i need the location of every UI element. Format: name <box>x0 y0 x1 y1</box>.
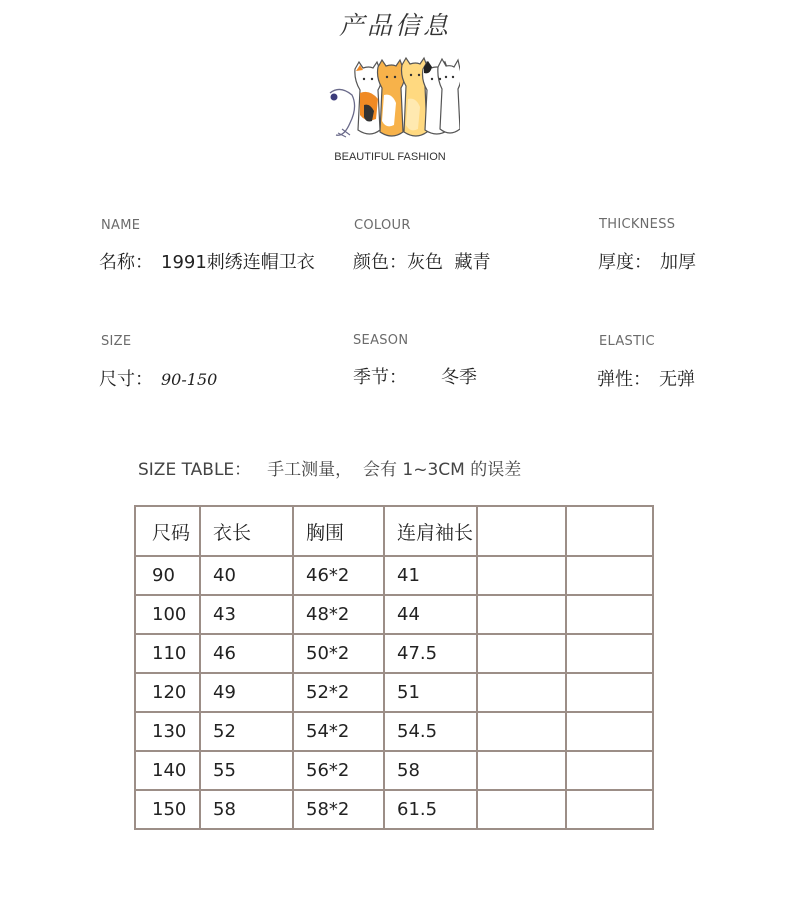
table-cell <box>477 595 566 634</box>
table-cell: 48*2 <box>293 595 384 634</box>
table-cell: 110 <box>135 634 200 673</box>
thickness-en-label: THICKNESS <box>599 217 676 232</box>
colour-value: 灰色 藏青 <box>407 252 491 273</box>
table-cell: 52 <box>200 712 293 751</box>
table-cell: 46*2 <box>293 556 384 595</box>
table-cell <box>477 751 566 790</box>
table-row <box>135 673 653 712</box>
table-header-cell <box>566 506 653 556</box>
table-cell: 49 <box>200 673 293 712</box>
size-field <box>99 365 217 391</box>
table-cell: 44 <box>384 595 477 634</box>
table-cell: 47.5 <box>384 634 477 673</box>
table-cell: 55 <box>200 751 293 790</box>
table-row <box>135 790 653 829</box>
table-cell: 100 <box>135 595 200 634</box>
size-value: 90-150 <box>161 370 218 389</box>
size-table-title: SIZE TABLE： <box>138 460 252 480</box>
table-cell <box>566 634 653 673</box>
size-table-heading <box>138 455 521 480</box>
table-cell: 50*2 <box>293 634 384 673</box>
name-field <box>99 248 315 274</box>
table-cell: 58 <box>384 751 477 790</box>
size-label: 尺寸： <box>99 369 153 390</box>
table-cell <box>477 790 566 829</box>
elastic-en-label: ELASTIC <box>599 334 655 349</box>
table-header-cell: 连肩袖长 <box>384 506 477 556</box>
table-cell: 58 <box>200 790 293 829</box>
table-cell: 52*2 <box>293 673 384 712</box>
thickness-label: 厚度： <box>598 252 652 273</box>
table-cell <box>566 673 653 712</box>
table-cell <box>477 712 566 751</box>
page-title: 产品信息 <box>338 11 451 40</box>
cats-logo <box>320 55 460 167</box>
table-row <box>135 556 653 595</box>
colour-label: 颜色： <box>353 252 407 273</box>
table-row <box>135 751 653 790</box>
colour-en-label: COLOUR <box>354 218 411 233</box>
table-cell <box>477 673 566 712</box>
table-cell <box>566 595 653 634</box>
season-label: 季节： <box>353 367 407 388</box>
size-table-note: 手工测量， 会有 1~3CM 的误差 <box>267 460 522 480</box>
table-row <box>135 595 653 634</box>
table-cell: 61.5 <box>384 790 477 829</box>
table-cell: 43 <box>200 595 293 634</box>
table-cell <box>566 790 653 829</box>
cats-illustration <box>320 55 460 151</box>
size-en-label: SIZE <box>101 334 132 349</box>
brand-text: BEAUTIFUL FASHION <box>334 151 446 163</box>
elastic-label: 弹性： <box>597 369 651 390</box>
table-cell <box>566 751 653 790</box>
name-en-label: NAME <box>101 218 141 233</box>
table-row <box>135 712 653 751</box>
table-cell: 90 <box>135 556 200 595</box>
table-cell <box>477 634 566 673</box>
table-cell: 150 <box>135 790 200 829</box>
table-header-row <box>135 506 653 556</box>
colour-field <box>353 248 490 274</box>
thickness-field <box>598 248 696 274</box>
season-field <box>353 363 477 389</box>
season-en-label: SEASON <box>353 333 409 348</box>
table-header-cell: 衣长 <box>200 506 293 556</box>
table-cell: 120 <box>135 673 200 712</box>
table-cell: 56*2 <box>293 751 384 790</box>
elastic-value: 无弹 <box>659 369 695 390</box>
name-label: 名称： <box>99 252 153 273</box>
size-table-body <box>135 506 653 829</box>
table-row <box>135 634 653 673</box>
elastic-field <box>597 365 695 391</box>
table-cell: 46 <box>200 634 293 673</box>
name-value: 1991刺绣连帽卫衣 <box>161 252 315 273</box>
table-header-cell: 尺码 <box>135 506 200 556</box>
table-cell: 40 <box>200 556 293 595</box>
table-cell <box>566 556 653 595</box>
table-header-cell: 胸围 <box>293 506 384 556</box>
table-cell: 58*2 <box>293 790 384 829</box>
table-cell: 140 <box>135 751 200 790</box>
table-cell <box>477 556 566 595</box>
table-cell <box>566 712 653 751</box>
season-value: 冬季 <box>441 367 477 388</box>
table-cell: 130 <box>135 712 200 751</box>
size-table <box>134 505 654 830</box>
table-header-cell <box>477 506 566 556</box>
table-cell: 41 <box>384 556 477 595</box>
thickness-value: 加厚 <box>660 252 696 273</box>
table-cell: 54*2 <box>293 712 384 751</box>
table-cell: 54.5 <box>384 712 477 751</box>
table-cell: 51 <box>384 673 477 712</box>
